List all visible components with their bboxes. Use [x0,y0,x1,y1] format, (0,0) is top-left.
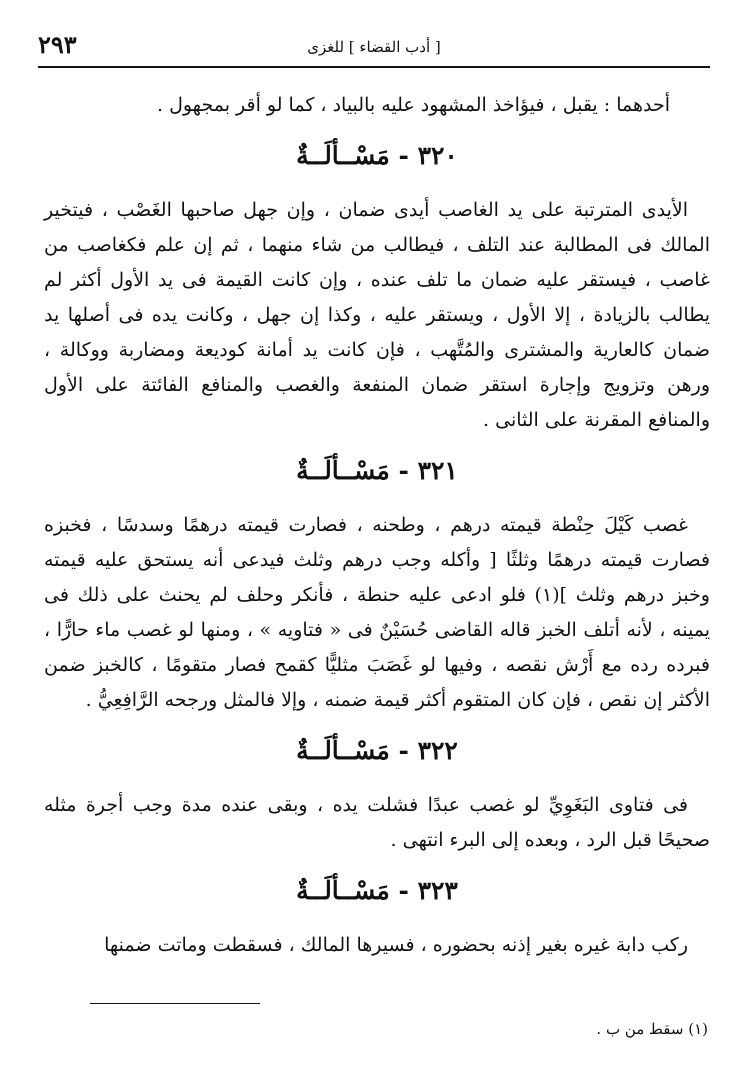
page-number: ٢٩٣ [38,30,77,59]
section-paragraph-322: فى فتاوى البَغَوِيِّ لو غصب عبدًا فشلت يده ، وبقى عنده مدة وجب أجرة مثله صحيحًا قبل الرد ، وبعده إلى البرء انتهى . [44,794,710,851]
intro-paragraph: أحدهما : يقبل ، فيؤاخذ المشهود عليه بالبياد ، كما لو أقر بمجهول . [156,94,670,116]
footnote: (١) سقط من ب . [596,1020,708,1038]
section-heading-322: ٣٢٢ - مَسْــألَــةٌ [296,736,458,765]
section-heading-321: ٣٢١ - مَسْــألَــةٌ [296,456,458,485]
section-paragraph-320: الأيدى المترتبة على يد الغاصب أيدى ضمان ، وإن جهل صاحبها الغَصْب ، فيتخير المالك فى المطالبة عند التلف ، فيطالب من شاء منهما ، ثم إن علم فكغاصب من غاصب ، فيستقر عليه ضمان ما تلف عنده ، وإن كانت القيمة فى يد الأول أكثر لم يطالب بالزيادة ، إلا الأول ، ويستقر عليه ، وكذا إن جهل ، وكانت يده فى أصلها يد ضمان كالعارية والمشترى والمُتَّهب ، فإن كانت يد أمانة كوديعة ومضاربة ووكالة ، ورهن وتزويج وإجارة استقر ضمان المنفعة والغصب والمنافع الفائتة على الأول والمنافع المقرنة على الثانى . [44,199,710,431]
running-title: [ أدب القضاء ] للغزى [307,38,441,56]
page-header [38,30,710,68]
footnote-divider [90,1003,260,1004]
section-heading-320: ٣٢٠ - مَسْــألَــةٌ [296,141,458,170]
page-body [44,88,710,963]
section-heading-323: ٣٢٣ - مَسْــألَــةٌ [296,876,458,905]
section-paragraph-321: غصب كَيْلَ حِنْطة قيمته درهم ، وطحنه ، فصارت قيمته درهمًا وسدسًا ، فخبزه فصارت قيمته درهمًا وثلثًا [ وأكله وجب درهم وثلث فيدعى أنه يستحق عليه قيمته وخبز درهم وثلث ](١) فلو ادعى عليه حنطة ، فأنكر وحلف لم يحنث على ذلك فى يمينه ، لأنه أتلف الخبز قاله القاضى حُسَيْنٌ فى « فتاويه » ، ومنها لو غصب ماء حارًّا ، فبرده رده مع أَرْش نقصه ، وفيها لو غَصَبَ مثليًّا كقمح فصار متقومًا ، كالخبز ضمن الأكثر إن نقص ، فإن كان المتقوم أكثر قيمة ضمنه ، وإلا فالمثل ورجحه الرَّافِعِيُّ . [44,514,710,711]
section-paragraph-323: ركب دابة غيره بغير إذنه بحضوره ، فسيرها المالك ، فسقطت وماتت ضمنها [104,934,688,956]
